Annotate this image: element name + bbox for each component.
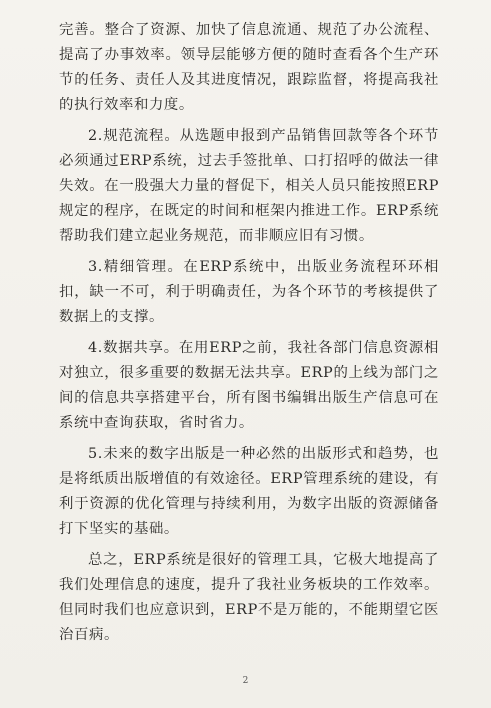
paragraph-digital-publishing: 5.未来的数字出版是一种必然的出版形式和趋势，也是将纸质出版增值的有效途径。ERP管理系统的建设，有利于资源的优化管理与持续利用，为数字出版的资源储备打下坚实的基础。 xyxy=(59,446,439,537)
paragraph-standardize-process: 2.规范流程。从选题申报到产品销售回款等各个环节必须通过ERP系统，过去手签批单、口打招呼的做法一律失效。在一股强大力量的督促下，相关人员只能按照ERP规定的程序，在既定的时间和框架内推进工作。ERP系统帮助我们建立起业务规范，而非顺应旧有习惯。 xyxy=(59,128,439,244)
paragraph-continuation: 完善。整合了资源、加快了信息流通、规范了办公流程、提高了办事效率。领导层能够方便的随时查看各个生产环节的任务、责任人及其进度情况，跟踪监督，将提高我社的执行效率和力度。 xyxy=(59,22,439,113)
paragraph-refined-management: 3.精细管理。在ERP系统中，出版业务流程环环相扣，缺一不可，利于明确责任，为各个环节的考核提供了数据上的支撑。 xyxy=(59,259,439,325)
paragraph-data-sharing: 4.数据共享。在用ERP之前，我社各部门信息资源相对独立，很多重要的数据无法共享。ERP的上线为部门之间的信息共享搭建平台，所有图书编辑出版生产信息可在系统中查询获取，省时省力。 xyxy=(59,340,439,431)
page-number: 2 xyxy=(242,676,249,686)
paragraph-summary: 总之，ERP系统是很好的管理工具，它极大地提高了我们处理信息的速度，提升了我社业务板块的工作效率。但同时我们也应意识到，ERP不是万能的，不能期望它医治百病。 xyxy=(59,552,439,643)
